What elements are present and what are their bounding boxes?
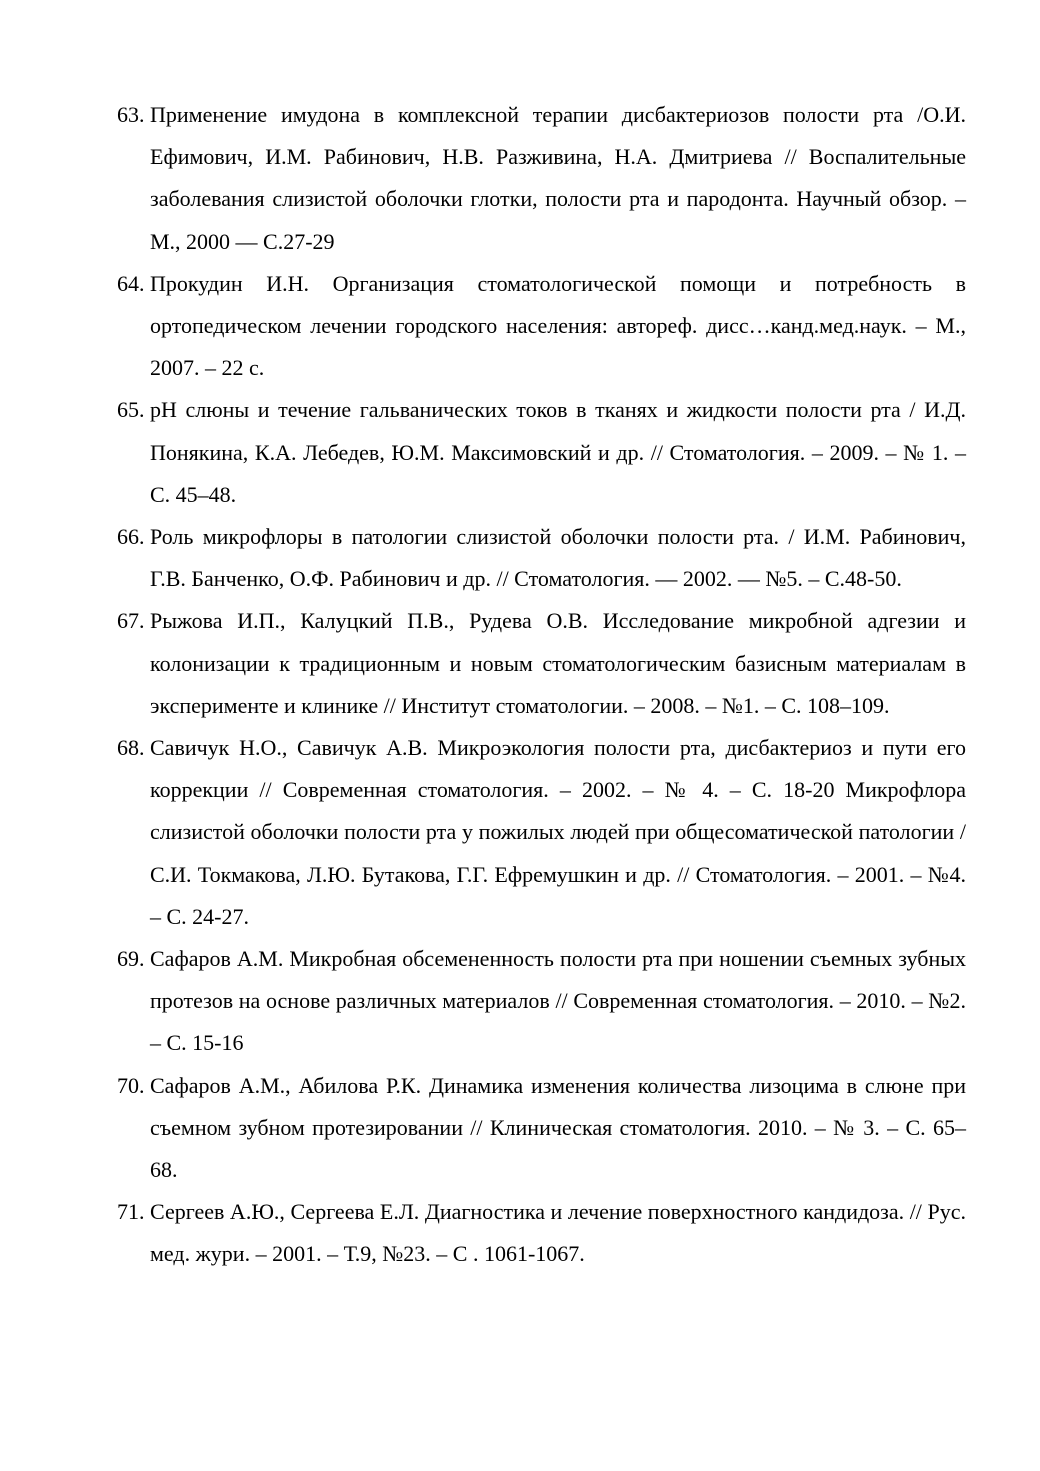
reference-text: Савичук Н.О., Савичук А.В. Микроэкология полости рта, дисбактериоз и пути его коррекции // Современная стоматология. – 2002. – № 4. – С. 18-20 Микрофлора слизистой оболочки полости рта у пожилых людей при общесоматической патологии / С.И. Токмакова, Л.Ю. Бутакова, Г.Г. Ефремушкин и др. // Стоматология. – 2001. – №4. – С. 24-27. xyxy=(150,735,966,929)
reference-number: 69. xyxy=(117,946,145,972)
reference-list xyxy=(117,94,966,1276)
reference-number: 70. xyxy=(117,1072,145,1098)
reference-number: 64. xyxy=(117,270,145,296)
reference-number: 63. xyxy=(117,102,145,127)
reference-number: 71. xyxy=(117,1199,145,1225)
reference-number: 66. xyxy=(117,524,145,550)
reference-text: Сафаров А.М. Микробная обсемененность полости рта при ношении съемных зубных протезов на основе различных материалов // Современная стоматология. – 2010. – №2. – С. 15-16 xyxy=(150,946,966,1056)
reference-item xyxy=(117,516,966,600)
reference-text: Рыжова И.П., Калуцкий П.В., Рудева О.В. Исследование микробной адгезии и колонизации к традиционным и новым стоматологическим базисным материалам в эксперименте и клинике // Институт стоматологии. – 2008. – №1. – С. 108–109. xyxy=(150,608,966,718)
reference-item xyxy=(117,389,966,516)
reference-item xyxy=(117,727,966,938)
reference-number: 68. xyxy=(117,735,145,761)
reference-item xyxy=(117,1065,966,1192)
reference-text: Применение имудона в комплексной терапии дисбактериозов полости рта /О.И. Ефимович, И.М. Рабинович, Н.В. Разживина, Н.А. Дмитриева // Воспалительные заболевания слизистой оболочки глотки, полости рта и пародонта. Научный обзор. – М., 2000 — С.27-29 xyxy=(150,102,966,254)
reference-number: 67. xyxy=(117,608,145,634)
reference-text: Сергеев А.Ю., Сергеева Е.Л. Диагностика и лечение поверхностного кандидоза. // Рус. мед. жури. – 2001. – Т.9, №23. – С . 1061-1067. xyxy=(150,1199,966,1267)
reference-text: Роль микрофлоры в патологии слизистой оболочки полости рта. / И.М. Рабинович, Г.В. Банченко, О.Ф. Рабинович и др. // Стоматология. — 2002. — №5. – С.48-50. xyxy=(150,524,966,592)
reference-item xyxy=(117,263,966,390)
reference-item xyxy=(117,94,966,263)
reference-text: Прокудин И.Н. Организация стоматологической помощи и потребность в ортопедическом лечении городского населения: автореф. дисс…канд.мед.наук. – М., 2007. – 22 с. xyxy=(150,270,966,381)
reference-number: 65. xyxy=(117,397,145,423)
reference-text: Сафаров А.М., Абилова Р.К. Динамика изменения количества лизоцима в слюне при съемном зубном протезировании // Клиническая стоматология. 2010. – № 3. – С. 65–68. xyxy=(150,1072,966,1183)
reference-item xyxy=(117,600,966,727)
reference-item xyxy=(117,938,966,1065)
reference-text: рН слюны и течение гальванических токов в тканях и жидкости полости рта / И.Д. Понякина, К.А. Лебедев, Ю.М. Максимовский и др. // Стоматология. – 2009. – № 1. – С. 45–48. xyxy=(150,397,966,507)
reference-item xyxy=(117,1191,966,1275)
